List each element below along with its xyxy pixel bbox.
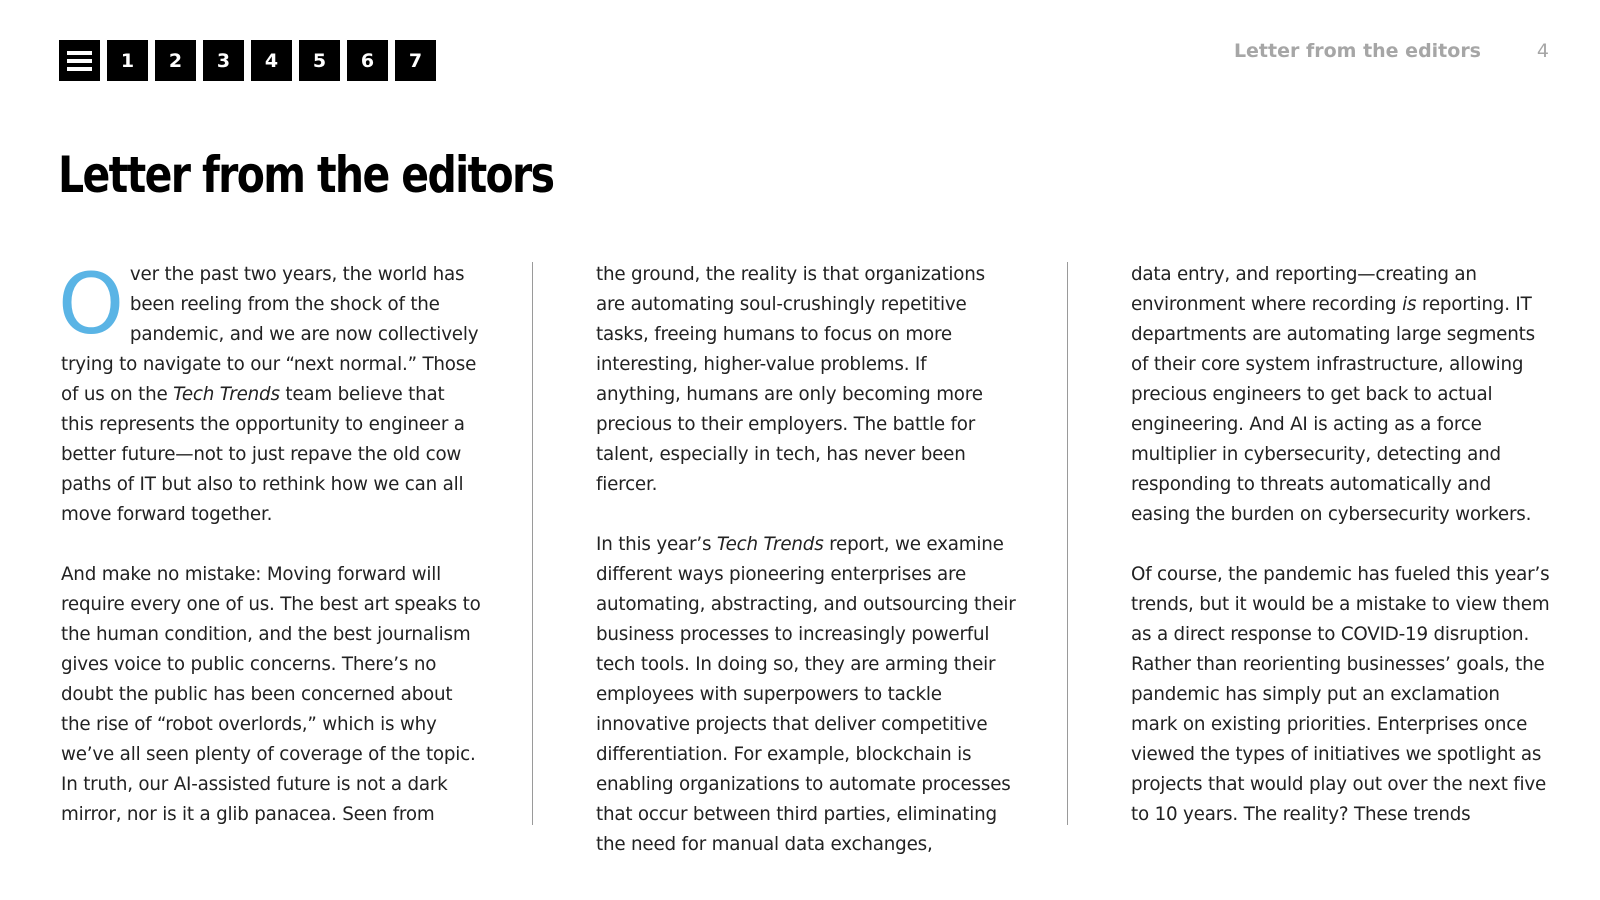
section-header-title: Letter from the editors: [1233, 40, 1481, 62]
italic-publication-name: Tech Trends: [173, 384, 280, 405]
menu-bar: [67, 51, 92, 55]
nav-page-7-button[interactable]: 7: [395, 40, 436, 81]
article-column-1: [58, 255, 481, 860]
italic-emphasis: is: [1402, 294, 1417, 315]
page-title: Letter from the editors: [58, 146, 554, 204]
italic-publication-name: Tech Trends: [716, 534, 824, 555]
page-navigation: [59, 40, 436, 81]
paragraph-text: report, we examine different ways pioneering enterprises are automating, abstracting, and outsourcing their business processes to increasingly powerful tech tools. In doing so, they are arming their employees with superpowers to tackle innovative projects that deliver competitive differentiation. For example, blockchain is enabling organizations to automate processes that occur between third parties, eliminating the need for manual data exchanges,: [596, 534, 1016, 855]
menu-bar: [67, 59, 92, 63]
paragraph: [58, 255, 481, 530]
article-column-2: [596, 260, 1016, 890]
column-divider: [1067, 262, 1068, 825]
article-column-3: [1131, 260, 1551, 860]
paragraph: [1131, 260, 1551, 530]
drop-cap: O: [58, 255, 124, 353]
page-number: 4: [1536, 40, 1549, 62]
paragraph: [596, 530, 1016, 860]
nav-page-1-button[interactable]: 1: [107, 40, 148, 81]
paragraph-text: data entry, and reporting—creating an environment where recording: [1131, 264, 1477, 315]
menu-bar: [67, 67, 92, 71]
nav-page-2-button[interactable]: 2: [155, 40, 196, 81]
hamburger-menu-icon[interactable]: [59, 40, 100, 81]
paragraph-text: team believe that this represents the opportunity to engineer a better future—not to just repave the old cow paths of IT but also to rethink how we can all move forward together.: [61, 384, 465, 525]
nav-page-3-button[interactable]: 3: [203, 40, 244, 81]
paragraph-text: In this year’s: [596, 534, 717, 555]
column-divider: [532, 262, 533, 825]
paragraph-text: ver the past two years, the world has been reeling from the shock of the pandemic, and we are now collectively trying to navigate to our “next normal.” Those of us on the: [61, 264, 479, 405]
paragraph-text: reporting. IT departments are automating large segments of their core system infrastructure, allowing precious engineers to get back to actual engineering. And AI is acting as a force multiplier in cybersecurity, detecting and responding to threats automatically and easing the burden on cybersecurity workers.: [1131, 294, 1535, 525]
nav-page-4-button[interactable]: 4: [251, 40, 292, 81]
paragraph: the ground, the reality is that organizations are automating soul-crushingly repetitive tasks, freeing humans to focus on more interesting, higher-value problems. If anything, humans are only becoming more precious to their employers. The battle for talent, especially in tech, has never been fiercer.: [596, 264, 985, 495]
nav-page-6-button[interactable]: 6: [347, 40, 388, 81]
nav-page-5-button[interactable]: 5: [299, 40, 340, 81]
paragraph: Of course, the pandemic has fueled this year’s trends, but it would be a mistake to view them as a direct response to COVID-19 disruption. Rather than reorienting businesses’ goals, the pandemic has simply put an exclamation mark on existing priorities. Enterprises once viewed the types of initiatives we spotlight as projects that would play out over the next five to 10 years. The reality? These trends: [1131, 564, 1550, 825]
paragraph: And make no mistake: Moving forward will require every one of us. The best art speaks to the human condition, and the best journalism gives voice to public concerns. There’s no doubt the public has been concerned about the rise of “robot overlords,” which is why we’ve all seen plenty of coverage of the topic. In truth, our AI-assisted future is not a dark mirror, nor is it a glib panacea. Seen from: [61, 564, 481, 825]
